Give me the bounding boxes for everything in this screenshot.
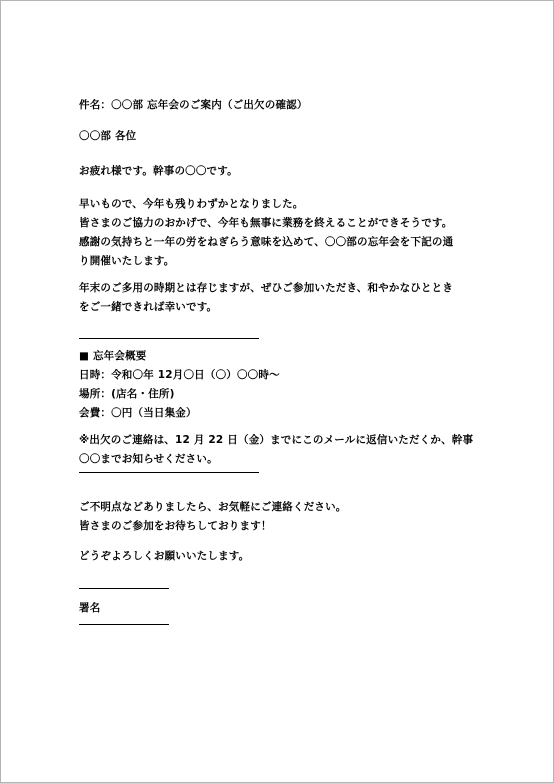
intro-line: 感謝の気持ちと一年の労をねぎらう意味を込めて、〇〇部の忘年会を下記の通 (79, 236, 454, 248)
invite-paragraph (79, 279, 499, 317)
overview-section (79, 347, 499, 423)
intro-paragraph (79, 195, 499, 271)
signature-name: 署名 (79, 602, 101, 614)
overview-datetime: 日時：令和〇年 12月〇日（〇）〇〇時～ (79, 369, 280, 381)
divider-block (79, 329, 499, 339)
recipient-line: 〇〇部 各位 (79, 130, 137, 142)
subject-line: 件名：〇〇部 忘年会のご案内（ご出欠の確認） (79, 99, 308, 111)
signature-rule-top (79, 588, 169, 589)
email-body (79, 96, 499, 115)
signoff-block (79, 547, 499, 566)
rsvp-line: 〇〇までお知らせください。 (79, 453, 218, 465)
signature-rule-bottom-block (79, 615, 499, 625)
intro-line: り開催いたします。 (79, 255, 175, 267)
closing-line: ご不明点などありましたら、お気軽にご連絡ください。 (79, 501, 347, 513)
overview-venue: 場所：(店名・住所) (79, 388, 175, 400)
closing-paragraph (79, 498, 499, 536)
rsvp-line: ※出欠のご連絡は、12 月 22 日（金）までにこのメールに返信いただくか、幹事 (79, 434, 474, 446)
greeting-line: お疲れ様です。幹事の〇〇です。 (79, 165, 238, 177)
invite-line: をご一緒できれば幸いです。 (79, 301, 218, 313)
signoff-line: どうぞよろしくお願いいたします。 (79, 550, 250, 562)
recipient-block (79, 127, 499, 146)
overview-fee: 会費：〇円（当日集金） (79, 407, 197, 419)
divider-block (79, 463, 499, 473)
invite-line: 年末のご多用の時期とは存じますが、ぜひご参加いただき、和やかなひととき (79, 282, 454, 294)
closing-line: 皆さまのご参加をお待ちしております！ (79, 520, 272, 532)
overview-heading: ■ 忘年会概要 (79, 350, 147, 362)
intro-line: 早いもので、今年も残りわずかとなりました。 (79, 198, 304, 210)
divider-line (79, 338, 259, 339)
signature-rule-bottom (79, 624, 169, 625)
divider-line (79, 472, 259, 473)
greeting-block (79, 162, 499, 181)
signature-rule-top-block (79, 579, 499, 589)
intro-line: 皆さまのご協力のおかげで、今年も無事に業務を終えることができそうです。 (79, 217, 453, 229)
